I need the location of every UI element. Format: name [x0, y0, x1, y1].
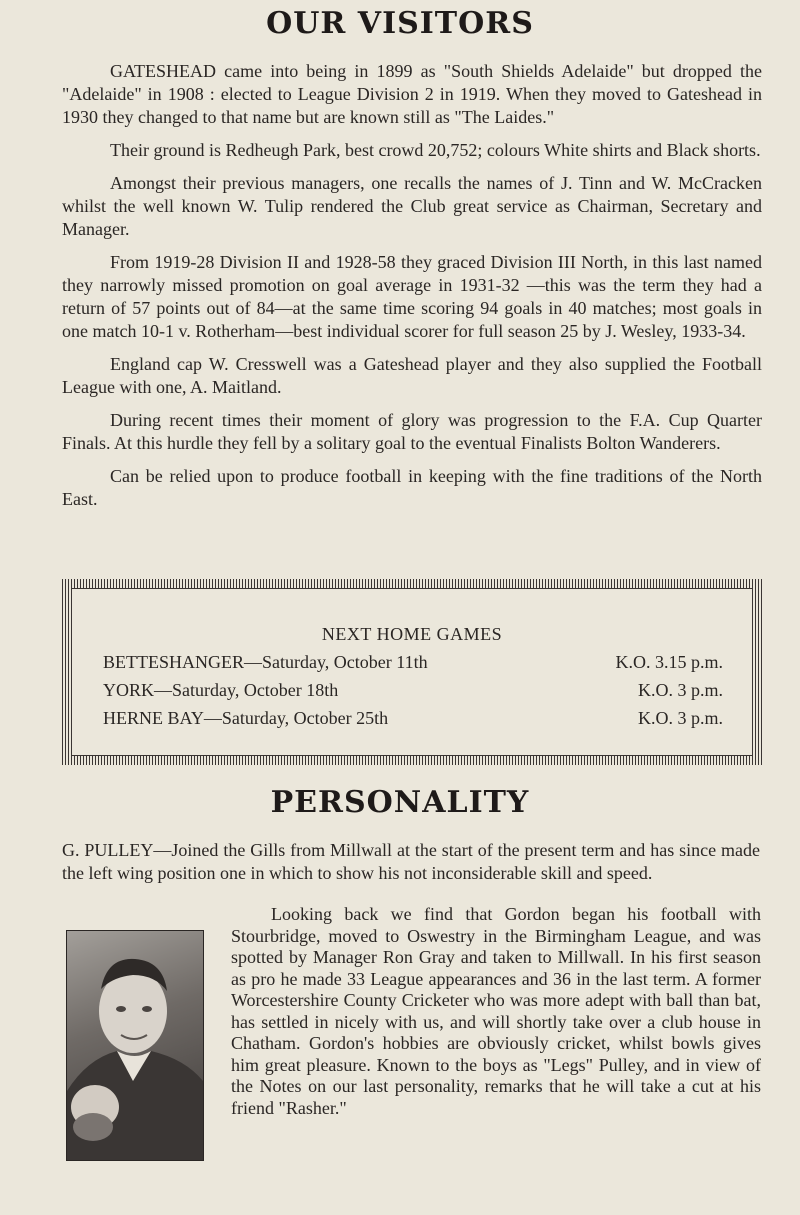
visitors-paragraph: Amongst their previous managers, one recalls the names of J. Tinn and W. McCracken whilst the well known W. Tulip rendered the Club great service as Chairman, Secretary and Manager. — [62, 173, 762, 239]
personality-article — [231, 904, 761, 1119]
player-portrait-illustration — [67, 931, 203, 1160]
next-home-games-title: NEXT HOME GAMES — [321, 624, 503, 644]
next-home-games-box — [62, 579, 762, 765]
personality-body-text: Looking back we find that Gordon began his football with Stourbridge, moved to Oswestry in the Birmingham League, and was spotted by Manager Ron Gray and taken to Millwall. In his first season as pro he made 33 League appearances and 36 in the last term. A former Worcestershire County Cricketer who was more adept with ball than bat, has settled in nicely with us, and will shortly take over a club house in Chatham. Gordon's hobbies are obviously cricket, whilst bowls gives him great pleasure. Known to the boys as "Legs" Pulley, and in view of the Notes on our last personality, remarks that he will take a cut at his friend "Rasher." — [231, 904, 761, 1118]
kickoff-time: K.O. 3.15 p.m. — [615, 652, 723, 672]
personality-intro — [62, 839, 760, 895]
fixture-description: BETTESHANGER—Saturday, October 11th — [103, 652, 428, 672]
personality-intro-text: G. PULLEY—Joined the Gills from Millwall at the start of the present term and has since made the left wing position one in which to show his not inconsiderable skill and speed. — [62, 840, 760, 883]
fixture-description: YORK—Saturday, October 18th — [103, 680, 339, 700]
visitors-article — [62, 60, 762, 521]
fixture-row — [103, 650, 733, 674]
player-photo — [66, 930, 204, 1161]
fixture-row — [103, 678, 733, 702]
visitors-paragraph: Their ground is Redheugh Park, best crowd 20,752; colours White shirts and Black shorts. — [110, 140, 761, 160]
fixture-row — [103, 706, 733, 730]
personality-heading: PERSONALITY — [270, 785, 530, 820]
kickoff-time: K.O. 3 p.m. — [638, 708, 723, 728]
our-visitors-heading: OUR VISITORS — [266, 6, 534, 41]
visitors-paragraph: Can be relied upon to produce football in keeping with the fine traditions of the North East. — [62, 466, 762, 509]
visitors-paragraph: England cap W. Cresswell was a Gateshead player and they also supplied the Football League with one, A. Maitland. — [62, 354, 762, 397]
fixture-description: HERNE BAY—Saturday, October 25th — [103, 708, 389, 728]
visitors-paragraph: During recent times their moment of glory was progression to the F.A. Cup Quarter Finals. At this hurdle they fell by a solitary goal to the eventual Finalists Bolton Wanderers. — [62, 410, 762, 453]
kickoff-time: K.O. 3 p.m. — [638, 680, 723, 700]
visitors-paragraph: From 1919-28 Division II and 1928-58 they graced Division III North, in this last named they narrowly missed promotion on goal average in 1931-32 —this was the term they had a return of 57 points out of 84—at the same time scoring 94 goals in 40 matches; most goals in one match 10-1 v. Rotherham—best individual scorer for full season 25 by J. Wesley, 1933-34. — [62, 252, 762, 341]
visitors-paragraph: GATESHEAD came into being in 1899 as "South Shields Adelaide" but dropped the "Adelaide" in 1908 : elected to League Division 2 in 1919. When they moved to Gateshead in 1930 they changed to that name but are known still as "The Laides." — [62, 61, 762, 127]
